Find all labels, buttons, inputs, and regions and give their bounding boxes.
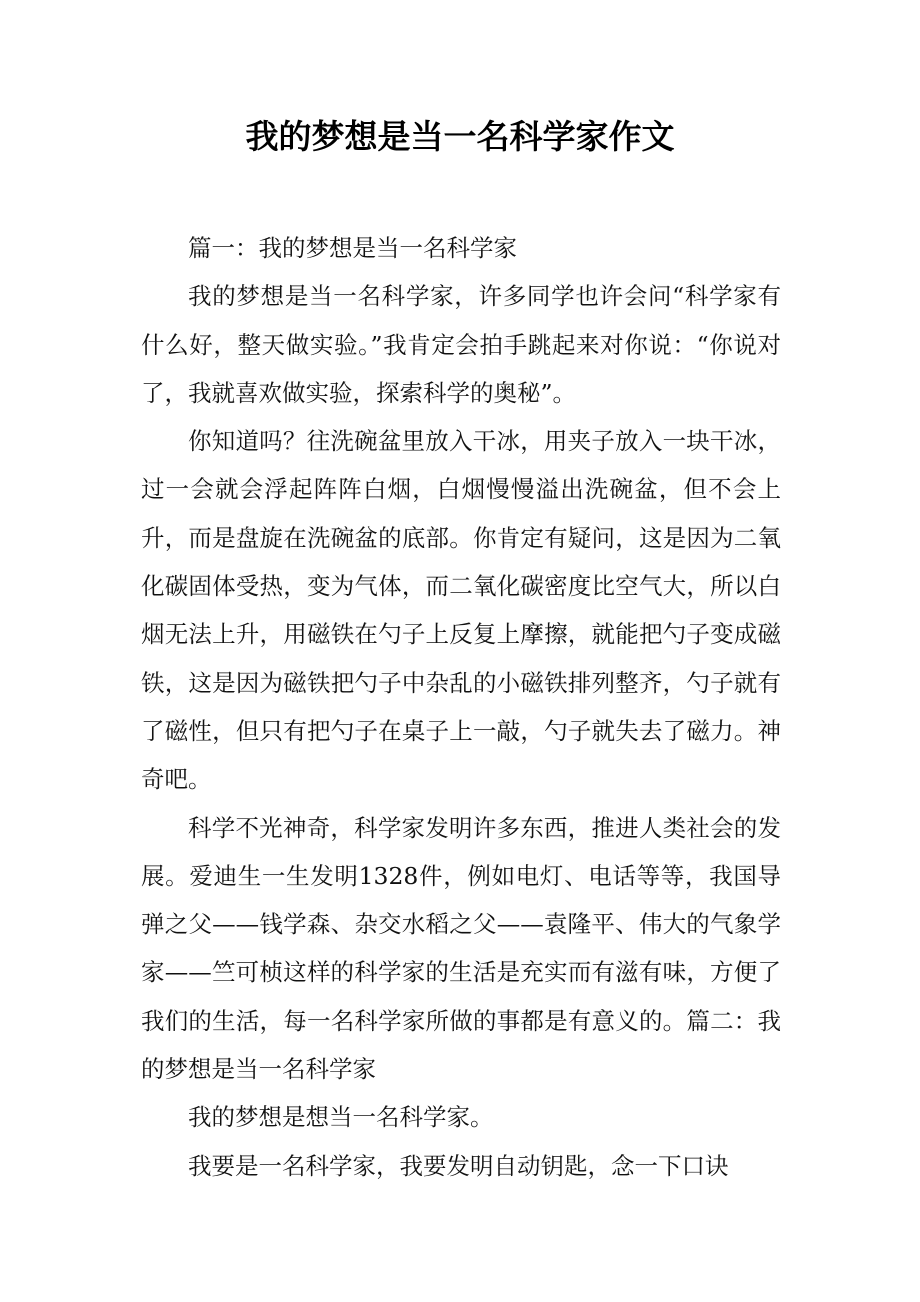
document-body [141, 224, 781, 1190]
paragraph-section-heading: 篇一：我的梦想是当一名科学家 [188, 234, 517, 262]
paragraph: 你知道吗？往洗碗盆里放入干冰，用夹子放入一块干冰，过一会就会浮起阵阵白烟，白烟慢慢溢出洗碗盆，但不会上升，而是盘旋在洗碗盆的底部。你肯定有疑问，这是因为二氧化碳固体受热，变为气体，而二氧化碳密度比空气大，所以白烟无法上升，用磁铁在勺子上反复上摩擦，就能把勺子变成磁铁，这是因为磁铁把勺子中杂乱的小磁铁排列整齐，勺子就有了磁性，但只有把勺子在桌子上一敲，勺子就失去了磁力。神奇吧。 [141, 427, 781, 794]
paragraph: 我的梦想是当一名科学家，许多同学也许会问“科学家有什么好，整天做实验。”我肯定会拍手跳起来对你说：“你说对了，我就喜欢做实验，探索科学的奥秘”。 [141, 282, 781, 407]
document-title: 我的梦想是当一名科学家作文 [245, 117, 675, 156]
paragraph: 我要是一名科学家，我要发明自动钥匙，念一下口诀 [188, 1151, 729, 1180]
paragraph: 我的梦想是想当一名科学家。 [188, 1103, 494, 1132]
paragraph: 科学不光神奇，科学家发明许多东西，推进人类社会的发展。爱迪生一生发明1328件，例如电灯、电话等等，我国导弹之父——钱学森、杂交水稻之父——袁隆平、伟大的气象学家——竺可桢这样的科学家的生活是充实而有滋有味，方便了我们的生活，每一名科学家所做的事都是有意义的。篇二：我的梦想是当一名科学家 [141, 813, 781, 1084]
